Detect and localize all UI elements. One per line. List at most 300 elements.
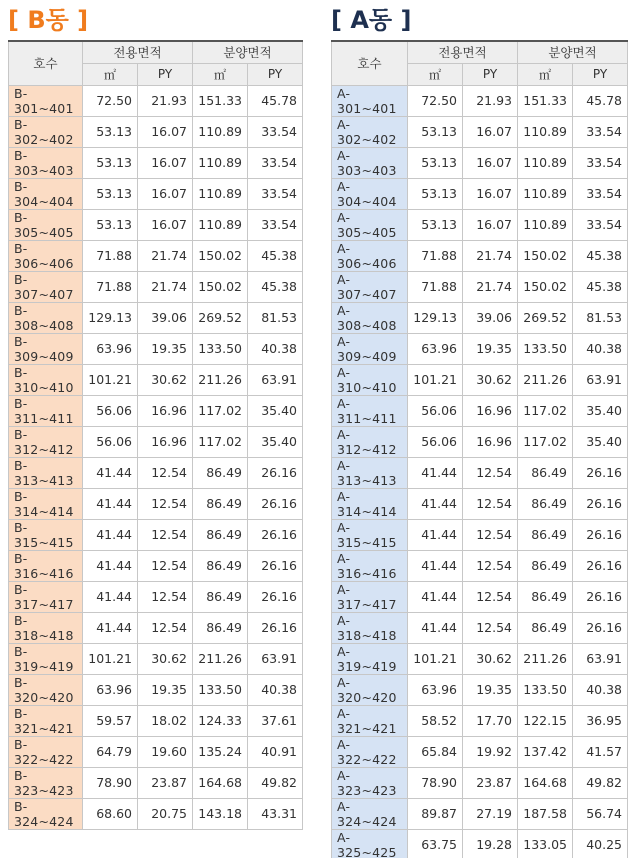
table-row xyxy=(332,736,628,767)
table-row xyxy=(332,209,628,240)
table-row xyxy=(332,612,628,643)
exclusive-py-cell: 12.54 xyxy=(138,457,193,488)
sale-sqm-cell: 187.58 xyxy=(518,798,573,829)
unit-number-cell: B-306~406 xyxy=(9,240,83,271)
unit-number-cell: A-311~411 xyxy=(332,395,408,426)
sale-sqm-cell: 117.02 xyxy=(518,395,573,426)
unit-number-cell: A-305~405 xyxy=(332,209,408,240)
unit-number-cell: B-312~412 xyxy=(9,426,83,457)
sale-py-cell: 26.16 xyxy=(573,612,628,643)
exclusive-py-header: PY xyxy=(463,63,518,85)
table-row xyxy=(9,767,303,798)
unit-number-cell: B-324~424 xyxy=(9,798,83,829)
sale-sqm-cell: 150.02 xyxy=(518,271,573,302)
sale-sqm-cell: 211.26 xyxy=(193,643,248,674)
exclusive-sqm-cell: 129.13 xyxy=(408,302,463,333)
sale-py-cell: 49.82 xyxy=(248,767,303,798)
sale-sqm-cell: 211.26 xyxy=(518,364,573,395)
table-row xyxy=(9,798,303,829)
sale-py-cell: 33.54 xyxy=(573,147,628,178)
exclusive-py-cell: 12.54 xyxy=(138,488,193,519)
unit-number-cell: B-314~414 xyxy=(9,488,83,519)
exclusive-sqm-cell: 63.75 xyxy=(408,829,463,858)
unit-number-cell: A-317~417 xyxy=(332,581,408,612)
sale-py-cell: 26.16 xyxy=(248,612,303,643)
unit-header: 호수 xyxy=(9,41,83,85)
exclusive-sqm-cell: 53.13 xyxy=(408,209,463,240)
unit-number-cell: A-310~410 xyxy=(332,364,408,395)
exclusive-py-cell: 12.54 xyxy=(138,519,193,550)
unit-number-cell: A-322~422 xyxy=(332,736,408,767)
sale-sqm-cell: 117.02 xyxy=(193,426,248,457)
exclusive-sqm-cell: 101.21 xyxy=(408,643,463,674)
table-row xyxy=(9,302,303,333)
sale-sqm-cell: 269.52 xyxy=(193,302,248,333)
sale-py-cell: 40.38 xyxy=(248,333,303,364)
exclusive-py-cell: 12.54 xyxy=(463,612,518,643)
sale-sqm-cell: 86.49 xyxy=(518,550,573,581)
sale-sqm-cell: 86.49 xyxy=(193,519,248,550)
unit-number-cell: B-310~410 xyxy=(9,364,83,395)
table-row xyxy=(332,364,628,395)
exclusive-sqm-cell: 41.44 xyxy=(408,519,463,550)
b-building-rows xyxy=(9,85,303,829)
unit-number-cell: A-325~425 xyxy=(332,829,408,858)
exclusive-sqm-cell: 63.96 xyxy=(408,333,463,364)
exclusive-py-cell: 19.60 xyxy=(138,736,193,767)
table-row xyxy=(332,519,628,550)
table-row xyxy=(332,240,628,271)
sale-sqm-cell: 143.18 xyxy=(193,798,248,829)
exclusive-sqm-cell: 78.90 xyxy=(83,767,138,798)
a-building-table xyxy=(331,40,628,858)
b-building-table xyxy=(8,40,303,830)
unit-number-cell: A-319~419 xyxy=(332,643,408,674)
table-row xyxy=(9,364,303,395)
unit-number-cell: A-307~407 xyxy=(332,271,408,302)
exclusive-sqm-cell: 63.96 xyxy=(83,674,138,705)
exclusive-py-cell: 23.87 xyxy=(138,767,193,798)
sale-sqm-cell: 86.49 xyxy=(518,457,573,488)
sale-py-cell: 45.38 xyxy=(248,240,303,271)
exclusive-py-cell: 20.75 xyxy=(138,798,193,829)
table-row xyxy=(332,85,628,116)
exclusive-sqm-cell: 56.06 xyxy=(408,426,463,457)
exclusive-sqm-cell: 53.13 xyxy=(83,116,138,147)
exclusive-py-cell: 19.35 xyxy=(138,674,193,705)
exclusive-sqm-cell: 63.96 xyxy=(83,333,138,364)
exclusive-sqm-cell: 53.13 xyxy=(408,147,463,178)
unit-number-cell: A-316~416 xyxy=(332,550,408,581)
unit-number-cell: A-323~423 xyxy=(332,767,408,798)
exclusive-py-cell: 30.62 xyxy=(138,643,193,674)
unit-number-cell: B-313~413 xyxy=(9,457,83,488)
sale-py-cell: 40.38 xyxy=(573,333,628,364)
exclusive-sqm-cell: 56.06 xyxy=(83,395,138,426)
table-row xyxy=(9,333,303,364)
unit-number-cell: B-315~415 xyxy=(9,519,83,550)
unit-number-cell: B-317~417 xyxy=(9,581,83,612)
unit-number-cell: A-302~402 xyxy=(332,116,408,147)
table-row xyxy=(9,271,303,302)
exclusive-sqm-cell: 53.13 xyxy=(408,178,463,209)
table-row xyxy=(332,302,628,333)
exclusive-py-cell: 12.54 xyxy=(463,488,518,519)
table-row xyxy=(9,116,303,147)
sale-py-cell: 33.54 xyxy=(248,147,303,178)
unit-number-cell: B-301~401 xyxy=(9,85,83,116)
sale-sqm-cell: 86.49 xyxy=(518,612,573,643)
exclusive-py-cell: 16.07 xyxy=(463,116,518,147)
sale-py-cell: 26.16 xyxy=(248,488,303,519)
table-row xyxy=(332,395,628,426)
table-row xyxy=(9,705,303,736)
sale-py-cell: 33.54 xyxy=(573,178,628,209)
sale-sqm-cell: 86.49 xyxy=(518,488,573,519)
sale-sqm-header: ㎡ xyxy=(518,63,573,85)
a-building-title: [ A동 ] xyxy=(331,6,412,34)
table-row xyxy=(9,240,303,271)
sale-py-cell: 26.16 xyxy=(573,581,628,612)
exclusive-sqm-cell: 101.21 xyxy=(83,643,138,674)
table-row xyxy=(332,116,628,147)
exclusive-py-cell: 16.07 xyxy=(138,209,193,240)
sale-py-cell: 81.53 xyxy=(573,302,628,333)
table-row xyxy=(332,333,628,364)
unit-number-cell: B-303~403 xyxy=(9,147,83,178)
table-row xyxy=(9,612,303,643)
unit-number-cell: B-321~421 xyxy=(9,705,83,736)
exclusive-py-cell: 30.62 xyxy=(463,643,518,674)
exclusive-py-cell: 12.54 xyxy=(138,550,193,581)
sale-sqm-cell: 150.02 xyxy=(193,271,248,302)
sale-sqm-cell: 86.49 xyxy=(193,457,248,488)
unit-number-cell: A-314~414 xyxy=(332,488,408,519)
sale-py-cell: 33.54 xyxy=(248,178,303,209)
exclusive-sqm-cell: 63.96 xyxy=(408,674,463,705)
exclusive-py-cell: 12.54 xyxy=(463,457,518,488)
exclusive-py-cell: 12.54 xyxy=(463,550,518,581)
unit-number-cell: A-308~408 xyxy=(332,302,408,333)
sale-py-cell: 33.54 xyxy=(248,116,303,147)
exclusive-sqm-cell: 59.57 xyxy=(83,705,138,736)
exclusive-py-cell: 16.07 xyxy=(138,116,193,147)
table-row xyxy=(9,550,303,581)
exclusive-py-cell: 16.96 xyxy=(463,426,518,457)
exclusive-py-cell: 19.35 xyxy=(463,333,518,364)
sale-py-cell: 45.78 xyxy=(248,85,303,116)
exclusive-py-cell: 16.96 xyxy=(138,395,193,426)
exclusive-py-cell: 30.62 xyxy=(463,364,518,395)
exclusive-sqm-cell: 72.50 xyxy=(408,85,463,116)
table-row xyxy=(9,674,303,705)
exclusive-area-header: 전용면적 xyxy=(408,41,518,63)
sale-sqm-cell: 164.68 xyxy=(518,767,573,798)
sale-py-cell: 40.38 xyxy=(248,674,303,705)
sale-sqm-cell: 110.89 xyxy=(518,147,573,178)
b-building-panel xyxy=(8,0,302,830)
sale-sqm-cell: 86.49 xyxy=(193,550,248,581)
sale-sqm-cell: 117.02 xyxy=(518,426,573,457)
exclusive-py-cell: 16.96 xyxy=(463,395,518,426)
unit-number-cell: B-307~407 xyxy=(9,271,83,302)
sale-sqm-cell: 164.68 xyxy=(193,767,248,798)
exclusive-sqm-cell: 68.60 xyxy=(83,798,138,829)
sale-py-cell: 81.53 xyxy=(248,302,303,333)
exclusive-py-cell: 12.54 xyxy=(138,581,193,612)
exclusive-sqm-cell: 71.88 xyxy=(408,240,463,271)
exclusive-sqm-cell: 41.44 xyxy=(83,457,138,488)
exclusive-py-cell: 18.02 xyxy=(138,705,193,736)
sale-sqm-cell: 137.42 xyxy=(518,736,573,767)
sale-sqm-cell: 110.89 xyxy=(518,178,573,209)
unit-number-cell: A-312~412 xyxy=(332,426,408,457)
exclusive-py-cell: 23.87 xyxy=(463,767,518,798)
table-row xyxy=(9,147,303,178)
sale-sqm-cell: 151.33 xyxy=(193,85,248,116)
exclusive-sqm-header: ㎡ xyxy=(83,63,138,85)
exclusive-py-cell: 19.35 xyxy=(463,674,518,705)
sale-sqm-header: ㎡ xyxy=(193,63,248,85)
unit-number-cell: A-304~404 xyxy=(332,178,408,209)
sale-sqm-cell: 122.15 xyxy=(518,705,573,736)
exclusive-py-cell: 16.07 xyxy=(138,147,193,178)
table-row xyxy=(332,550,628,581)
exclusive-py-cell: 21.74 xyxy=(138,271,193,302)
exclusive-sqm-cell: 129.13 xyxy=(83,302,138,333)
sale-area-header: 분양면적 xyxy=(193,41,303,63)
sale-sqm-cell: 150.02 xyxy=(193,240,248,271)
exclusive-py-cell: 21.93 xyxy=(138,85,193,116)
unit-number-cell: A-315~415 xyxy=(332,519,408,550)
sale-sqm-cell: 117.02 xyxy=(193,395,248,426)
table-row xyxy=(332,643,628,674)
exclusive-sqm-cell: 53.13 xyxy=(83,209,138,240)
table-row xyxy=(9,457,303,488)
sale-py-cell: 26.16 xyxy=(248,457,303,488)
sale-py-cell: 33.54 xyxy=(573,209,628,240)
exclusive-sqm-cell: 41.44 xyxy=(408,488,463,519)
table-row xyxy=(9,85,303,116)
exclusive-sqm-cell: 56.06 xyxy=(83,426,138,457)
unit-number-cell: A-301~401 xyxy=(332,85,408,116)
a-building-panel xyxy=(331,0,627,858)
exclusive-sqm-cell: 41.44 xyxy=(83,581,138,612)
exclusive-sqm-cell: 71.88 xyxy=(408,271,463,302)
unit-number-cell: B-304~404 xyxy=(9,178,83,209)
unit-number-cell: B-322~422 xyxy=(9,736,83,767)
exclusive-sqm-cell: 56.06 xyxy=(408,395,463,426)
exclusive-py-cell: 19.92 xyxy=(463,736,518,767)
exclusive-sqm-cell: 101.21 xyxy=(83,364,138,395)
sale-py-cell: 45.38 xyxy=(248,271,303,302)
exclusive-py-cell: 27.19 xyxy=(463,798,518,829)
sale-sqm-cell: 133.50 xyxy=(518,333,573,364)
unit-number-cell: B-305~405 xyxy=(9,209,83,240)
exclusive-sqm-cell: 65.84 xyxy=(408,736,463,767)
exclusive-py-cell: 17.70 xyxy=(463,705,518,736)
exclusive-area-header: 전용면적 xyxy=(83,41,193,63)
sale-py-cell: 41.57 xyxy=(573,736,628,767)
table-row xyxy=(332,271,628,302)
sale-sqm-cell: 86.49 xyxy=(518,519,573,550)
table-row xyxy=(9,488,303,519)
exclusive-py-cell: 16.07 xyxy=(463,178,518,209)
sale-py-cell: 26.16 xyxy=(248,550,303,581)
unit-number-cell: A-320~420 xyxy=(332,674,408,705)
table-row xyxy=(9,395,303,426)
exclusive-py-cell: 21.93 xyxy=(463,85,518,116)
table-row xyxy=(332,829,628,858)
sale-py-cell: 26.16 xyxy=(573,488,628,519)
unit-number-cell: B-319~419 xyxy=(9,643,83,674)
table-row xyxy=(332,147,628,178)
unit-number-cell: B-320~420 xyxy=(9,674,83,705)
sale-sqm-cell: 124.33 xyxy=(193,705,248,736)
sale-sqm-cell: 151.33 xyxy=(518,85,573,116)
exclusive-sqm-cell: 53.13 xyxy=(83,178,138,209)
exclusive-py-cell: 39.06 xyxy=(138,302,193,333)
sale-py-cell: 35.40 xyxy=(573,395,628,426)
sale-py-cell: 45.38 xyxy=(573,271,628,302)
unit-number-cell: A-324~424 xyxy=(332,798,408,829)
sale-py-cell: 35.40 xyxy=(573,426,628,457)
sale-sqm-cell: 150.02 xyxy=(518,240,573,271)
unit-number-cell: A-321~421 xyxy=(332,705,408,736)
exclusive-py-cell: 30.62 xyxy=(138,364,193,395)
exclusive-sqm-header: ㎡ xyxy=(408,63,463,85)
exclusive-py-cell: 12.54 xyxy=(138,612,193,643)
unit-number-cell: A-306~406 xyxy=(332,240,408,271)
table-row xyxy=(332,488,628,519)
sale-area-header: 분양면적 xyxy=(518,41,628,63)
sale-sqm-cell: 133.50 xyxy=(518,674,573,705)
sale-sqm-cell: 110.89 xyxy=(518,116,573,147)
exclusive-py-cell: 21.74 xyxy=(138,240,193,271)
exclusive-py-cell: 16.07 xyxy=(463,209,518,240)
sale-py-cell: 26.16 xyxy=(248,519,303,550)
sale-py-cell: 49.82 xyxy=(573,767,628,798)
sale-sqm-cell: 110.89 xyxy=(193,209,248,240)
sale-sqm-cell: 211.26 xyxy=(193,364,248,395)
sale-sqm-cell: 135.24 xyxy=(193,736,248,767)
unit-number-cell: A-303~403 xyxy=(332,147,408,178)
sale-sqm-cell: 86.49 xyxy=(518,581,573,612)
exclusive-sqm-cell: 53.13 xyxy=(408,116,463,147)
sale-sqm-cell: 269.52 xyxy=(518,302,573,333)
table-row xyxy=(9,643,303,674)
sale-sqm-cell: 110.89 xyxy=(193,116,248,147)
exclusive-py-cell: 16.07 xyxy=(138,178,193,209)
table-row xyxy=(332,178,628,209)
exclusive-py-cell: 19.35 xyxy=(138,333,193,364)
sale-py-cell: 36.95 xyxy=(573,705,628,736)
exclusive-py-cell: 12.54 xyxy=(463,581,518,612)
table-row xyxy=(332,767,628,798)
exclusive-sqm-cell: 41.44 xyxy=(408,581,463,612)
sale-sqm-cell: 110.89 xyxy=(193,178,248,209)
sale-sqm-cell: 86.49 xyxy=(193,581,248,612)
sale-sqm-cell: 86.49 xyxy=(193,488,248,519)
exclusive-sqm-cell: 41.44 xyxy=(83,488,138,519)
unit-header: 호수 xyxy=(332,41,408,85)
exclusive-sqm-cell: 41.44 xyxy=(408,550,463,581)
sale-sqm-cell: 133.50 xyxy=(193,333,248,364)
sale-py-cell: 63.91 xyxy=(248,643,303,674)
table-row xyxy=(9,519,303,550)
exclusive-sqm-cell: 89.87 xyxy=(408,798,463,829)
sale-py-cell: 26.16 xyxy=(573,457,628,488)
exclusive-sqm-cell: 41.44 xyxy=(83,519,138,550)
exclusive-py-cell: 21.74 xyxy=(463,271,518,302)
sale-py-cell: 43.31 xyxy=(248,798,303,829)
sale-py-cell: 40.38 xyxy=(573,674,628,705)
exclusive-py-cell: 21.74 xyxy=(463,240,518,271)
sale-py-cell: 63.91 xyxy=(573,643,628,674)
exclusive-sqm-cell: 101.21 xyxy=(408,364,463,395)
sale-py-cell: 33.54 xyxy=(573,116,628,147)
table-row xyxy=(9,581,303,612)
exclusive-py-cell: 19.28 xyxy=(463,829,518,858)
exclusive-py-cell: 39.06 xyxy=(463,302,518,333)
table-row xyxy=(9,736,303,767)
sale-py-cell: 63.91 xyxy=(573,364,628,395)
sale-py-cell: 26.16 xyxy=(573,550,628,581)
table-row xyxy=(9,178,303,209)
exclusive-py-cell: 16.96 xyxy=(138,426,193,457)
a-building-rows xyxy=(332,85,628,858)
table-row xyxy=(332,798,628,829)
sale-py-cell: 35.40 xyxy=(248,395,303,426)
unit-number-cell: B-323~423 xyxy=(9,767,83,798)
sale-sqm-cell: 86.49 xyxy=(193,612,248,643)
sale-sqm-cell: 133.05 xyxy=(518,829,573,858)
table-row xyxy=(9,209,303,240)
sale-py-cell: 26.16 xyxy=(248,581,303,612)
sale-py-cell: 63.91 xyxy=(248,364,303,395)
table-row xyxy=(332,581,628,612)
unit-number-cell: B-309~409 xyxy=(9,333,83,364)
exclusive-sqm-cell: 71.88 xyxy=(83,240,138,271)
unit-number-cell: B-302~402 xyxy=(9,116,83,147)
exclusive-sqm-cell: 58.52 xyxy=(408,705,463,736)
unit-number-cell: A-318~418 xyxy=(332,612,408,643)
table-row xyxy=(332,674,628,705)
exclusive-sqm-cell: 64.79 xyxy=(83,736,138,767)
exclusive-sqm-cell: 41.44 xyxy=(408,612,463,643)
unit-number-cell: B-316~416 xyxy=(9,550,83,581)
unit-number-cell: A-313~413 xyxy=(332,457,408,488)
sale-py-cell: 56.74 xyxy=(573,798,628,829)
exclusive-sqm-cell: 41.44 xyxy=(83,612,138,643)
table-row xyxy=(332,457,628,488)
unit-number-cell: B-308~408 xyxy=(9,302,83,333)
sale-py-cell: 45.38 xyxy=(573,240,628,271)
sale-py-cell: 40.91 xyxy=(248,736,303,767)
exclusive-sqm-cell: 72.50 xyxy=(83,85,138,116)
sale-py-cell: 26.16 xyxy=(573,519,628,550)
unit-number-cell: B-318~418 xyxy=(9,612,83,643)
sale-py-cell: 35.40 xyxy=(248,426,303,457)
unit-number-cell: B-311~411 xyxy=(9,395,83,426)
exclusive-py-cell: 16.07 xyxy=(463,147,518,178)
sale-py-header: PY xyxy=(573,63,628,85)
exclusive-py-cell: 12.54 xyxy=(463,519,518,550)
table-row xyxy=(332,705,628,736)
sale-sqm-cell: 211.26 xyxy=(518,643,573,674)
sale-py-cell: 33.54 xyxy=(248,209,303,240)
b-building-title: [ B동 ] xyxy=(8,6,89,34)
